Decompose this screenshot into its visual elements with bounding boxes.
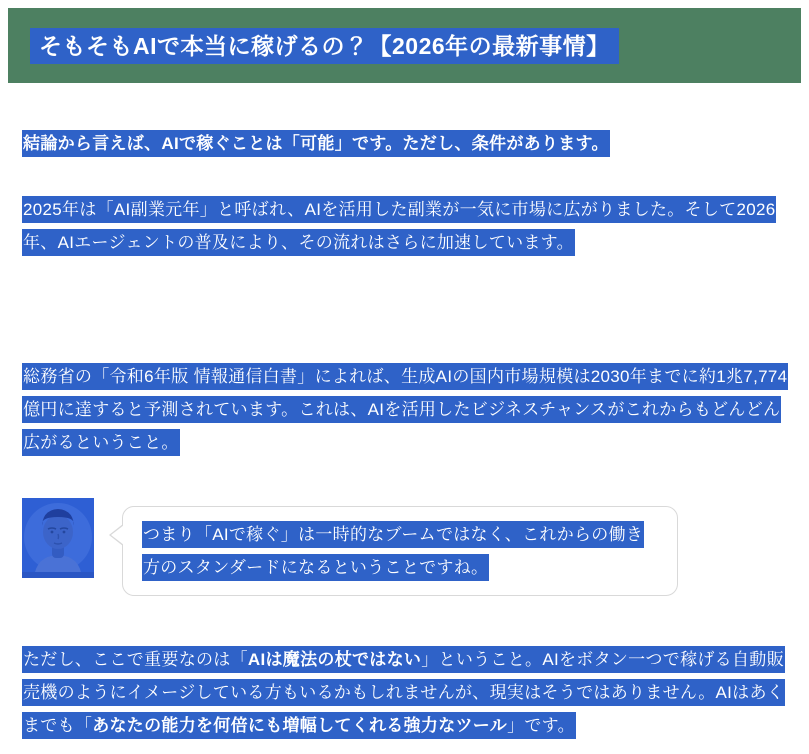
page-title-selected-text: そもそもAIで本当に稼げるの？【2026年の最新事情】: [30, 28, 619, 64]
article-header: [8, 8, 801, 83]
paragraph-caution: [22, 643, 792, 752]
caution-text-post: 」です。: [507, 716, 575, 735]
paragraph-2025-trend: [22, 193, 792, 259]
author-avatar: [22, 498, 94, 578]
speech-block: [22, 498, 787, 596]
article-page: [8, 8, 801, 752]
page-title: [30, 28, 779, 64]
caution-text-bold-magic-wand: AIは魔法の杖ではない: [247, 650, 422, 669]
speech-bubble: [122, 506, 678, 596]
caution-text-pre: ただし、ここで重要なのは「: [23, 650, 248, 669]
avatar-portrait-image: [22, 498, 94, 578]
selected-text: [22, 646, 785, 739]
selected-text: 2025年は「AI副業元年」と呼ばれ、AIを活用した副業が一気に市場に広がりました。そして2026年、AIエージェントの普及により、その流れはさらに加速しています。: [22, 196, 776, 256]
speech-bubble-selected-text: つまり「AIで稼ぐ」は一時的なブームではなく、これからの働き方のスタンダードになるということですね。: [142, 521, 644, 581]
caution-text-mid: 」ということ。AIをボタン一つで稼げる自動販売機のようにイメージしている方もいるかもしれませんが、現実はそうではありません。AIはあくまでも「: [23, 650, 785, 735]
paragraph-conclusion: [22, 127, 792, 160]
paragraph-market-forecast: [22, 360, 792, 459]
selected-text: 総務省の「令和6年版 情報通信白書」によれば、生成AIの国内市場規模は2030年までに約1兆7,774億円に達すると予測されています。これは、AIを活用したビジネスチャンスがこれからもどんどん広がるということ。: [22, 363, 788, 456]
article-body: [8, 127, 801, 752]
caution-text-bold-power-tool: あなたの能力を何倍にも増幅してくれる強力なツール: [92, 716, 508, 735]
selected-text: 結論から言えば、AIで稼ぐことは「可能」です。ただし、条件があります。: [22, 130, 610, 157]
